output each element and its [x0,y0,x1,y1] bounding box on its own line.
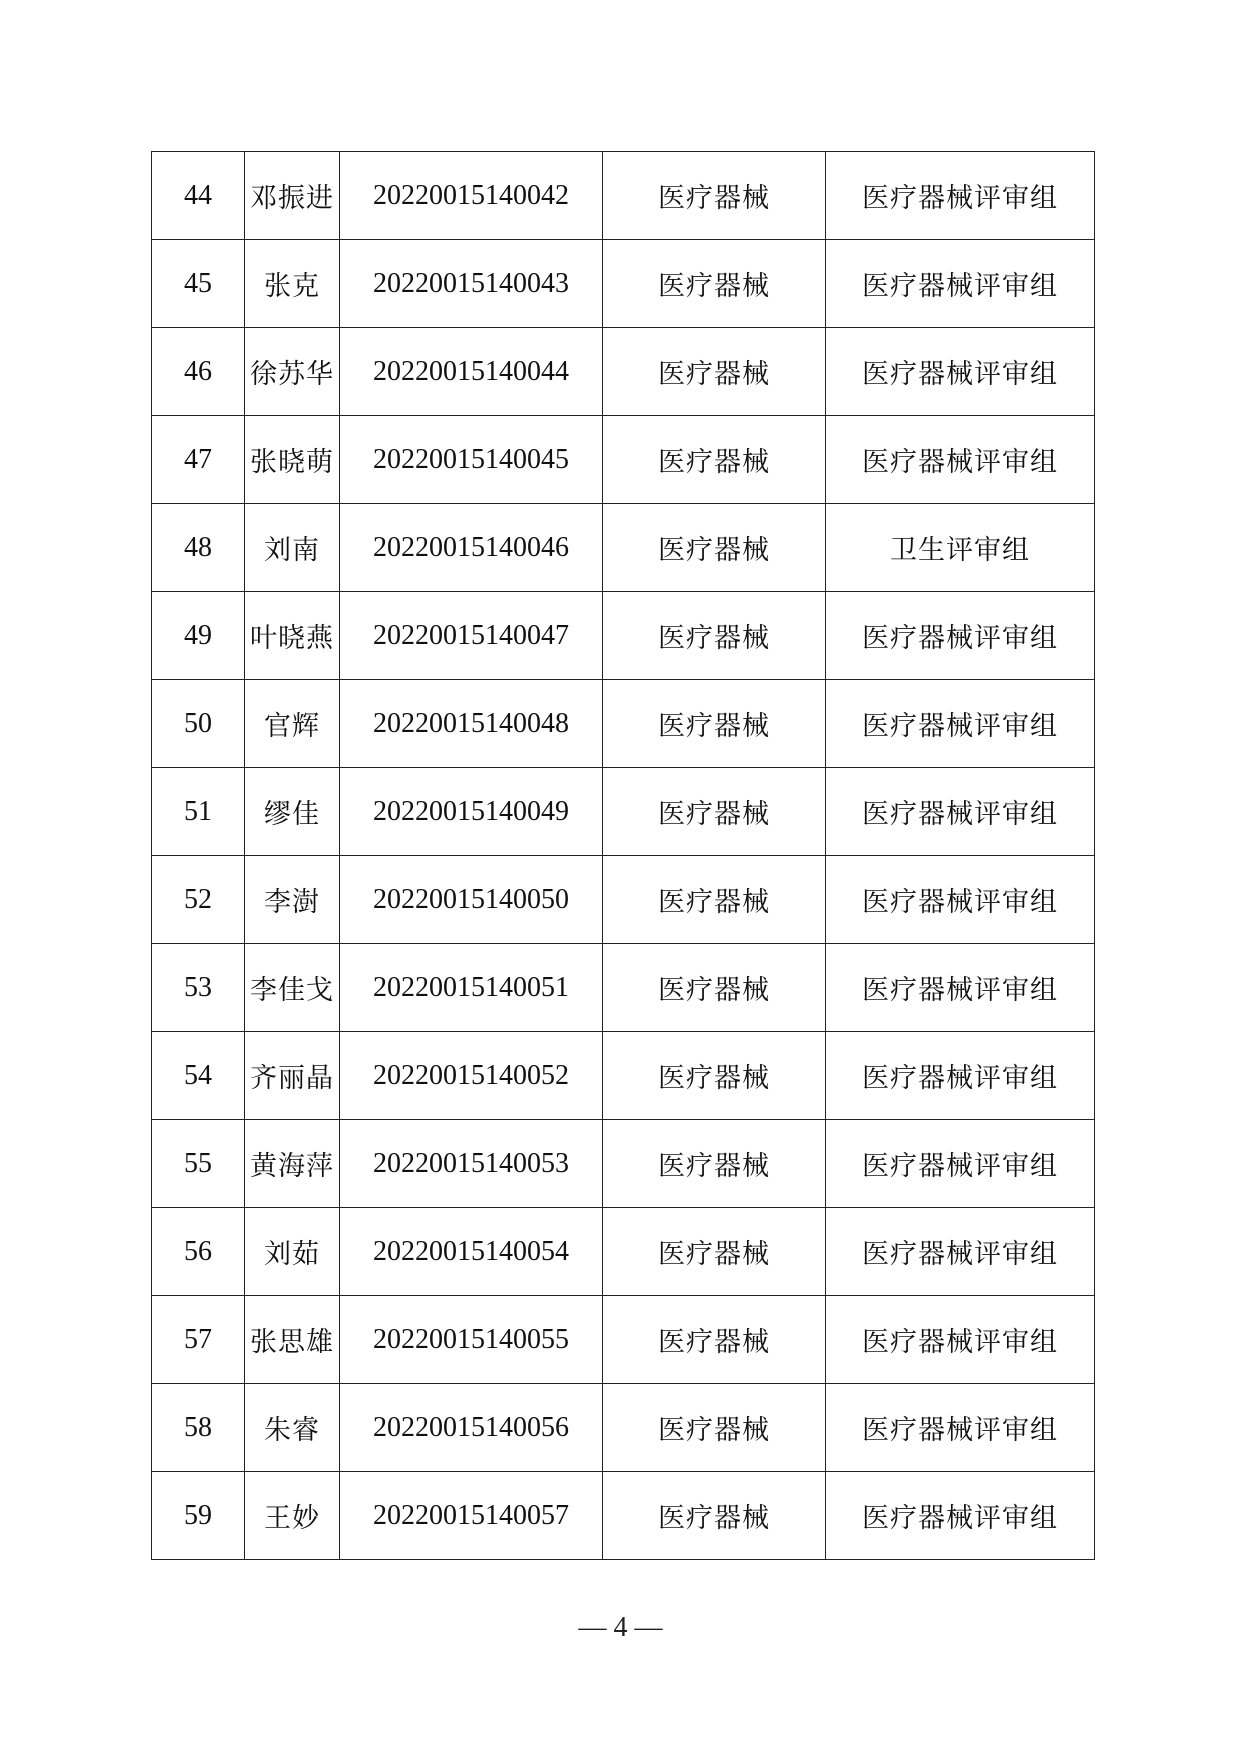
row-number-cell: 45 [152,240,245,328]
name-cell: 齐丽晶 [245,1032,340,1120]
review-group-cell: 医疗器械评审组 [826,152,1095,240]
specialty-cell: 医疗器械 [603,1384,826,1472]
certificate-number-cell: 20220015140054 [340,1208,603,1296]
review-group-cell: 医疗器械评审组 [826,856,1095,944]
row-number-cell: 52 [152,856,245,944]
table-row [152,680,1095,768]
specialty-cell: 医疗器械 [603,416,826,504]
name-cell: 张思雄 [245,1296,340,1384]
name-cell: 张克 [245,240,340,328]
review-group-cell: 医疗器械评审组 [826,592,1095,680]
table-row [152,504,1095,592]
certificate-number-cell: 20220015140042 [340,152,603,240]
review-group-cell: 医疗器械评审组 [826,1296,1095,1384]
table-row [152,1120,1095,1208]
certificate-number-cell: 20220015140055 [340,1296,603,1384]
row-number-cell: 57 [152,1296,245,1384]
table-row [152,592,1095,680]
certificate-number-cell: 20220015140057 [340,1472,603,1560]
table-row [152,1208,1095,1296]
name-cell: 徐苏华 [245,328,340,416]
row-number-cell: 49 [152,592,245,680]
certificate-number-cell: 20220015140056 [340,1384,603,1472]
certificate-number-cell: 20220015140047 [340,592,603,680]
row-number-cell: 54 [152,1032,245,1120]
specialty-cell: 医疗器械 [603,1472,826,1560]
review-group-cell: 医疗器械评审组 [826,680,1095,768]
review-group-cell: 医疗器械评审组 [826,240,1095,328]
specialty-cell: 医疗器械 [603,1208,826,1296]
row-number-cell: 46 [152,328,245,416]
certificate-number-cell: 20220015140050 [340,856,603,944]
table-row [152,416,1095,504]
row-number-cell: 44 [152,152,245,240]
specialty-cell: 医疗器械 [603,1296,826,1384]
certificate-number-cell: 20220015140043 [340,240,603,328]
row-number-cell: 55 [152,1120,245,1208]
name-cell: 李澍 [245,856,340,944]
name-cell: 叶晓燕 [245,592,340,680]
specialty-cell: 医疗器械 [603,328,826,416]
review-group-cell: 卫生评审组 [826,504,1095,592]
table-row [152,768,1095,856]
specialty-cell: 医疗器械 [603,152,826,240]
certificate-number-cell: 20220015140051 [340,944,603,1032]
review-group-cell: 医疗器械评审组 [826,1120,1095,1208]
review-group-cell: 医疗器械评审组 [826,328,1095,416]
review-group-cell: 医疗器械评审组 [826,1472,1095,1560]
table-row [152,856,1095,944]
row-number-cell: 47 [152,416,245,504]
review-group-cell: 医疗器械评审组 [826,1384,1095,1472]
row-number-cell: 51 [152,768,245,856]
name-cell: 刘南 [245,504,340,592]
row-number-cell: 58 [152,1384,245,1472]
specialty-cell: 医疗器械 [603,680,826,768]
specialty-cell: 医疗器械 [603,1032,826,1120]
specialty-cell: 医疗器械 [603,856,826,944]
certificate-number-cell: 20220015140045 [340,416,603,504]
table-row [152,328,1095,416]
table-row [152,240,1095,328]
certificate-number-cell: 20220015140048 [340,680,603,768]
specialty-cell: 医疗器械 [603,944,826,1032]
row-number-cell: 48 [152,504,245,592]
review-group-cell: 医疗器械评审组 [826,768,1095,856]
certificate-number-cell: 20220015140044 [340,328,603,416]
certificate-number-cell: 20220015140049 [340,768,603,856]
review-group-cell: 医疗器械评审组 [826,944,1095,1032]
name-cell: 李佳戈 [245,944,340,1032]
table-row [152,1384,1095,1472]
certificate-number-cell: 20220015140052 [340,1032,603,1120]
specialty-cell: 医疗器械 [603,1120,826,1208]
table-row [152,152,1095,240]
specialty-cell: 医疗器械 [603,240,826,328]
review-group-cell: 医疗器械评审组 [826,1032,1095,1120]
table-row [152,1472,1095,1560]
name-cell: 张晓萌 [245,416,340,504]
name-cell: 邓振进 [245,152,340,240]
name-cell: 朱睿 [245,1384,340,1472]
review-group-cell: 医疗器械评审组 [826,1208,1095,1296]
name-cell: 黄海萍 [245,1120,340,1208]
specialty-cell: 医疗器械 [603,592,826,680]
name-cell: 刘茹 [245,1208,340,1296]
table-row [152,1032,1095,1120]
certificate-number-cell: 20220015140046 [340,504,603,592]
page-number: — 4 — [578,1612,663,1643]
row-number-cell: 53 [152,944,245,1032]
name-cell: 王妙 [245,1472,340,1560]
row-number-cell: 59 [152,1472,245,1560]
roster-table-body [152,152,1095,1560]
name-cell: 官辉 [245,680,340,768]
table-row [152,1296,1095,1384]
row-number-cell: 56 [152,1208,245,1296]
name-cell: 缪佳 [245,768,340,856]
roster-table [151,151,1095,1560]
specialty-cell: 医疗器械 [603,768,826,856]
table-row [152,944,1095,1032]
review-group-cell: 医疗器械评审组 [826,416,1095,504]
row-number-cell: 50 [152,680,245,768]
certificate-number-cell: 20220015140053 [340,1120,603,1208]
specialty-cell: 医疗器械 [603,504,826,592]
